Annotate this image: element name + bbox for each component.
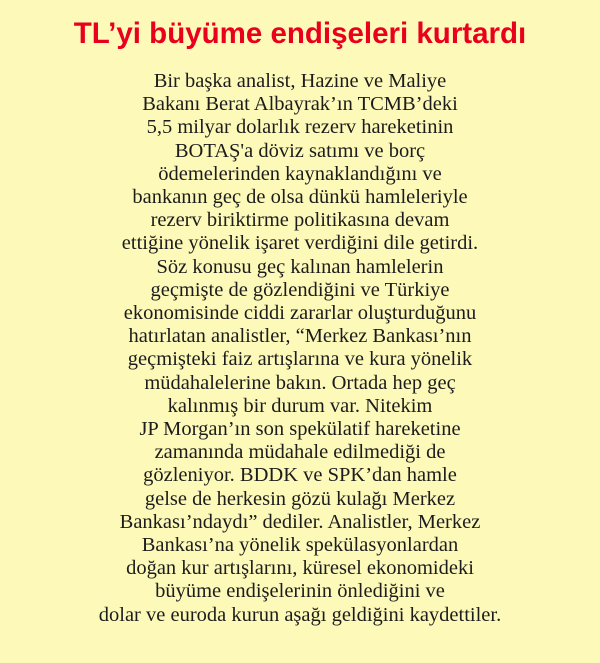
article-line: hatırlatan analistler, “Merkez Bankası’nın [128,325,472,348]
article-line: müdahalelerine bakın. Ortada hep geç [144,371,456,394]
article-line: BOTAŞ'a döviz satımı ve borç [174,139,426,162]
article-line: ekonomisinde ciddi zararlar oluşturduğunu [123,302,477,325]
article-line: Bir başka analist, Hazine ve Maliye [153,70,447,92]
article-line: ödemelerinden kaynaklandığını ve [158,162,442,185]
article-line: geçmişte de gözlendiğini ve Türkiye [150,278,450,301]
article-line: Bakanı Berat Albayrak’ın TCMB’deki [142,93,458,116]
article-line: kalınmış bir durum var. Nitekim [167,394,433,417]
article-line: dolar ve euroda kurun aşağı geldiğini kaydettiler. [98,603,502,626]
headline: TL’yi büyüme endişeleri kurtardı [73,17,527,50]
article-line: ettiğine yönelik işaret verdiğini dile getirdi. [121,232,479,255]
article-line: Söz konusu geç kalınan hamlelerin [156,255,444,278]
article-line: rezerv biriktirme politikasına devam [150,209,450,232]
article-line: Bankası’ndaydı” dediler. Analistler, Merkez [119,510,481,533]
article-line: büyüme endişelerinin önlediğini ve [155,580,445,603]
article-line: 5,5 milyar dolarlık rezerv hareketinin [146,116,454,139]
article-line: doğan kur artışlarını, küresel ekonomideki [126,557,474,580]
article-line: bankanın geç de olsa dünkü hamleleriyle [132,186,468,209]
article-line: zamanında müdahale edilmediği de [154,441,446,464]
article-line: gözleniyor. BDDK ve SPK’dan hamle [143,464,457,487]
article-line: Bankası’na yönelik spekülasyonlardan [141,534,459,557]
article-body [0,70,600,627]
article-line: JP Morgan’ın son spekülatif hareketine [139,418,461,441]
article-line: gelse de herkesin gözü kulağı Merkez [144,487,456,510]
article-line: geçmişteki faiz artışlarına ve kura yönelik [127,348,473,371]
